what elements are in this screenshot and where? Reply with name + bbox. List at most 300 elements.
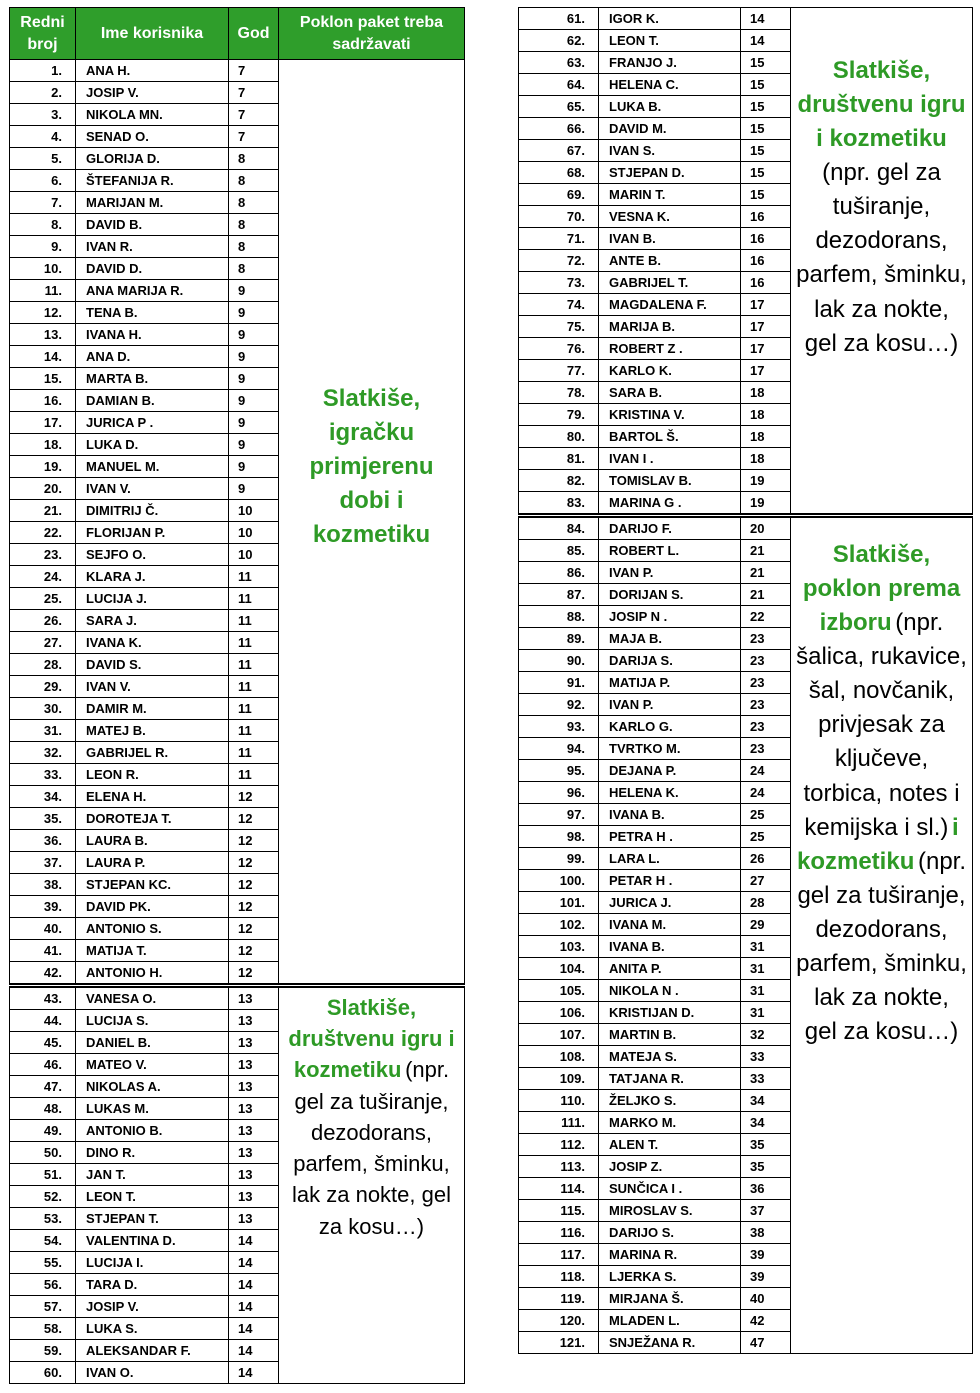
row-number: 79. [519,404,599,426]
row-age: 18 [741,448,791,470]
row-name: DINO R. [76,1142,229,1164]
row-name: ŠTEFANIJA R. [76,170,229,192]
row-age: 9 [229,368,279,390]
row-number: 103. [519,936,599,958]
row-name: MANUEL M. [76,456,229,478]
row-name: MATEO V. [76,1054,229,1076]
row-age: 11 [229,720,279,742]
row-number: 67. [519,140,599,162]
row-name: TOMISLAV B. [599,470,741,492]
row-name: NIKOLA MN. [76,104,229,126]
row-number: 37. [10,852,76,874]
row-name: VALENTINA D. [76,1230,229,1252]
row-name: LUCIJA I. [76,1252,229,1274]
row-age: 9 [229,302,279,324]
row-number: 112. [519,1134,599,1156]
row-name: MAGDALENA F. [599,294,741,316]
row-number: 26. [10,610,76,632]
row-number: 86. [519,562,599,584]
row-age: 11 [229,632,279,654]
row-name: GABRIJEL T. [599,272,741,294]
row-number: 24. [10,566,76,588]
row-name: IVAN R. [76,236,229,258]
row-number: 12. [10,302,76,324]
row-name: ANITA P. [599,958,741,980]
row-age: 23 [741,694,791,716]
row-number: 78. [519,382,599,404]
gift-example-text: (npr. gel za tuširanje, dezodorans, parfem, šminku, lak za nokte, gel za kosu…) [796,159,967,357]
row-name: JOSIP Z. [599,1156,741,1178]
row-name: LARA L. [599,848,741,870]
row-age: 15 [741,162,791,184]
row-age: 20 [741,516,791,540]
table-row [10,60,465,82]
row-age: 11 [229,566,279,588]
row-name: DEJANA P. [599,760,741,782]
row-number: 65. [519,96,599,118]
row-name: NIKOLA N . [599,980,741,1002]
row-name: STJEPAN KC. [76,874,229,896]
row-age: 11 [229,676,279,698]
row-number: 4. [10,126,76,148]
row-name: DAVID PK. [76,896,229,918]
row-age: 18 [741,382,791,404]
row-number: 51. [10,1164,76,1186]
row-name: DARIJA S. [599,650,741,672]
row-number: 75. [519,316,599,338]
row-age: 7 [229,104,279,126]
row-number: 69. [519,184,599,206]
row-number: 57. [10,1296,76,1318]
row-number: 53. [10,1208,76,1230]
row-name: NIKOLAS A. [76,1076,229,1098]
table-body-right [519,8,973,1354]
row-name: ALEN T. [599,1134,741,1156]
row-number: 10. [10,258,76,280]
row-number: 11. [10,280,76,302]
header-user-name: Ime korisnika [76,8,229,60]
row-name: ANA H. [76,60,229,82]
row-number: 121. [519,1332,599,1354]
row-age: 9 [229,280,279,302]
row-name: IVANA M. [599,914,741,936]
row-name: ROBERT L. [599,540,741,562]
row-age: 23 [741,672,791,694]
row-number: 74. [519,294,599,316]
row-number: 49. [10,1120,76,1142]
row-name: DAVID M. [599,118,741,140]
row-number: 3. [10,104,76,126]
gift-highlight-text: Slatkiše, društvenu igru i kozmetiku [288,995,455,1083]
row-name: FRANJO J. [599,52,741,74]
row-age: 11 [229,698,279,720]
row-name: TVRTKO M. [599,738,741,760]
row-name: JOSIP V. [76,82,229,104]
row-number: 91. [519,672,599,694]
row-name: HELENA C. [599,74,741,96]
row-name: PETRA H . [599,826,741,848]
gift-example-text: (npr. šalica, rukavice, šal, novčanik, privjesak za ključeve, torbica, notes i kemijska i sl.) [796,609,967,841]
row-age: 14 [229,1296,279,1318]
row-age: 13 [229,1208,279,1230]
row-number: 22. [10,522,76,544]
row-number: 23. [10,544,76,566]
row-age: 28 [741,892,791,914]
row-age: 31 [741,980,791,1002]
row-number: 13. [10,324,76,346]
row-age: 9 [229,434,279,456]
row-age: 17 [741,360,791,382]
row-number: 54. [10,1230,76,1252]
row-age: 10 [229,544,279,566]
row-age: 39 [741,1266,791,1288]
row-name: TATJANA R. [599,1068,741,1090]
row-age: 26 [741,848,791,870]
row-number: 9. [10,236,76,258]
row-number: 40. [10,918,76,940]
row-age: 15 [741,118,791,140]
row-name: VESNA K. [599,206,741,228]
row-age: 7 [229,126,279,148]
row-number: 48. [10,1098,76,1120]
row-age: 24 [741,760,791,782]
row-number: 15. [10,368,76,390]
row-number: 47. [10,1076,76,1098]
row-age: 14 [741,30,791,52]
row-number: 30. [10,698,76,720]
row-number: 56. [10,1274,76,1296]
row-number: 80. [519,426,599,448]
row-name: IVANA B. [599,936,741,958]
row-age: 14 [229,1362,279,1384]
row-name: DANIEL B. [76,1032,229,1054]
row-number: 16. [10,390,76,412]
row-age: 14 [741,8,791,30]
row-number: 94. [519,738,599,760]
row-number: 117. [519,1244,599,1266]
row-name: VANESA O. [76,986,229,1010]
row-age: 15 [741,96,791,118]
row-age: 21 [741,584,791,606]
row-age: 17 [741,294,791,316]
row-name: ANTONIO H. [76,962,229,986]
row-name: SARA J. [76,610,229,632]
row-number: 84. [519,516,599,540]
row-name: GABRIJEL R. [76,742,229,764]
row-name: LUCIJA S. [76,1010,229,1032]
row-name: MIRJANA Š. [599,1288,741,1310]
row-age: 17 [741,338,791,360]
row-number: 41. [10,940,76,962]
gift-table-right [518,7,973,1354]
row-name: DORIJAN S. [599,584,741,606]
row-name: DAMIR M. [76,698,229,720]
row-number: 87. [519,584,599,606]
row-age: 32 [741,1024,791,1046]
row-number: 52. [10,1186,76,1208]
row-age: 7 [229,82,279,104]
row-number: 31. [10,720,76,742]
row-age: 10 [229,522,279,544]
row-number: 110. [519,1090,599,1112]
row-age: 8 [229,192,279,214]
row-age: 25 [741,826,791,848]
row-number: 39. [10,896,76,918]
row-number: 89. [519,628,599,650]
row-name: MAJA B. [599,628,741,650]
row-age: 35 [741,1134,791,1156]
row-number: 55. [10,1252,76,1274]
row-name: MARIJA B. [599,316,741,338]
row-number: 96. [519,782,599,804]
row-age: 12 [229,962,279,986]
row-name: KARLO K. [599,360,741,382]
row-number: 36. [10,830,76,852]
row-number: 58. [10,1318,76,1340]
row-age: 31 [741,936,791,958]
row-age: 13 [229,986,279,1010]
row-number: 43. [10,986,76,1010]
row-age: 13 [229,1142,279,1164]
gift-highlight-text: Slatkiše, poklon prema izboru [802,541,961,637]
row-name: MATEJA S. [599,1046,741,1068]
row-number: 116. [519,1222,599,1244]
row-age: 12 [229,830,279,852]
row-age: 12 [229,918,279,940]
row-name: MIROSLAV S. [599,1200,741,1222]
row-number: 14. [10,346,76,368]
row-number: 33. [10,764,76,786]
row-age: 27 [741,870,791,892]
row-number: 76. [519,338,599,360]
row-number: 83. [519,492,599,516]
row-number: 25. [10,588,76,610]
row-age: 33 [741,1068,791,1090]
header-gift-contents: Poklon paket treba sadržavati [279,8,465,60]
gift-table-left [9,7,465,1384]
row-number: 73. [519,272,599,294]
row-age: 19 [741,492,791,516]
row-name: LUKA D. [76,434,229,456]
row-number: 71. [519,228,599,250]
row-number: 7. [10,192,76,214]
row-number: 27. [10,632,76,654]
row-number: 97. [519,804,599,826]
row-name: LUKA S. [76,1318,229,1340]
row-name: MARIN T. [599,184,741,206]
row-age: 13 [229,1032,279,1054]
row-name: LEON T. [76,1186,229,1208]
row-number: 92. [519,694,599,716]
row-number: 42. [10,962,76,986]
row-name: MATIJA T. [76,940,229,962]
row-number: 101. [519,892,599,914]
row-age: 23 [741,650,791,672]
row-name: LEON R. [76,764,229,786]
row-number: 29. [10,676,76,698]
row-number: 62. [519,30,599,52]
gift-description [791,516,973,1354]
row-age: 16 [741,206,791,228]
row-age: 13 [229,1076,279,1098]
row-number: 19. [10,456,76,478]
row-number: 81. [519,448,599,470]
row-age: 18 [741,426,791,448]
header-age: God [229,8,279,60]
row-number: 38. [10,874,76,896]
row-number: 95. [519,760,599,782]
row-age: 31 [741,1002,791,1024]
row-age: 34 [741,1090,791,1112]
row-number: 45. [10,1032,76,1054]
row-name: IVANA H. [76,324,229,346]
row-number: 108. [519,1046,599,1068]
row-number: 68. [519,162,599,184]
row-number: 46. [10,1054,76,1076]
row-name: KRISTINA V. [599,404,741,426]
row-name: ŽELJKO S. [599,1090,741,1112]
row-name: LJERKA S. [599,1266,741,1288]
row-number: 82. [519,470,599,492]
row-name: KLARA J. [76,566,229,588]
table-row [519,516,973,540]
row-age: 9 [229,324,279,346]
row-age: 8 [229,258,279,280]
row-age: 7 [229,60,279,82]
row-age: 15 [741,52,791,74]
row-age: 8 [229,170,279,192]
row-name: ANTONIO S. [76,918,229,940]
row-number: 17. [10,412,76,434]
row-number: 114. [519,1178,599,1200]
row-age: 10 [229,500,279,522]
row-age: 13 [229,1054,279,1076]
row-name: FLORIJAN P. [76,522,229,544]
row-number: 119. [519,1288,599,1310]
row-number: 115. [519,1200,599,1222]
row-number: 60. [10,1362,76,1384]
row-number: 72. [519,250,599,272]
row-number: 109. [519,1068,599,1090]
row-age: 11 [229,742,279,764]
row-number: 20. [10,478,76,500]
row-number: 104. [519,958,599,980]
row-name: IVAN P. [599,694,741,716]
row-name: LUKA B. [599,96,741,118]
row-number: 64. [519,74,599,96]
table-row [519,8,973,30]
row-age: 16 [741,228,791,250]
row-name: MARTA B. [76,368,229,390]
row-number: 111. [519,1112,599,1134]
row-name: JURICA J. [599,892,741,914]
row-age: 29 [741,914,791,936]
row-age: 12 [229,874,279,896]
row-name: DARIJO S. [599,1222,741,1244]
row-age: 11 [229,588,279,610]
row-age: 9 [229,478,279,500]
row-name: MATIJA P. [599,672,741,694]
row-number: 2. [10,82,76,104]
row-age: 14 [229,1274,279,1296]
row-number: 100. [519,870,599,892]
row-age: 14 [229,1318,279,1340]
row-age: 33 [741,1046,791,1068]
row-name: IVAN V. [76,478,229,500]
row-age: 35 [741,1156,791,1178]
gift-example-text: (npr. gel za tuširanje, dezodorans, parfem, šminku, lak za nokte, gel za kosu…) [292,1057,451,1239]
row-age: 15 [741,140,791,162]
row-name: LAURA B. [76,830,229,852]
row-name: ALEKSANDAR F. [76,1340,229,1362]
row-age: 12 [229,786,279,808]
row-number: 18. [10,434,76,456]
row-age: 15 [741,184,791,206]
row-name: IVANA B. [599,804,741,826]
row-name: ANA D. [76,346,229,368]
row-name: ANTONIO B. [76,1120,229,1142]
row-name: IVAN S. [599,140,741,162]
row-age: 19 [741,470,791,492]
row-age: 8 [229,236,279,258]
row-name: IGOR K. [599,8,741,30]
row-name: BARTOL Š. [599,426,741,448]
row-name: TENA B. [76,302,229,324]
row-name: JAN T. [76,1164,229,1186]
row-name: TARA D. [76,1274,229,1296]
row-age: 11 [229,610,279,632]
table-row [10,986,465,1010]
row-number: 107. [519,1024,599,1046]
row-age: 38 [741,1222,791,1244]
row-age: 11 [229,654,279,676]
row-name: PETAR H . [599,870,741,892]
row-age: 8 [229,214,279,236]
row-name: STJEPAN D. [599,162,741,184]
row-age: 42 [741,1310,791,1332]
row-name: LUCIJA J. [76,588,229,610]
row-name: MARTIN B. [599,1024,741,1046]
row-age: 24 [741,782,791,804]
row-age: 37 [741,1200,791,1222]
row-age: 34 [741,1112,791,1134]
row-name: IVAN V. [76,676,229,698]
row-number: 32. [10,742,76,764]
row-name: KARLO G. [599,716,741,738]
row-age: 11 [229,764,279,786]
row-number: 5. [10,148,76,170]
header-serial-number: Redni broj [10,8,76,60]
row-age: 12 [229,940,279,962]
row-name: LEON T. [599,30,741,52]
row-age: 13 [229,1010,279,1032]
row-name: MARIJAN M. [76,192,229,214]
table-body-left [10,60,465,1384]
row-age: 9 [229,390,279,412]
row-name: IVANA K. [76,632,229,654]
row-age: 13 [229,1164,279,1186]
row-age: 16 [741,250,791,272]
gift-highlight-text: Slatkiše, igračku primjerenu dobi i kozmetiku [309,385,434,549]
row-age: 9 [229,412,279,434]
row-name: DAVID B. [76,214,229,236]
row-number: 77. [519,360,599,382]
row-name: ROBERT Z . [599,338,741,360]
row-name: DAVID S. [76,654,229,676]
row-name: MARKO M. [599,1112,741,1134]
row-number: 113. [519,1156,599,1178]
row-name: LUKAS M. [76,1098,229,1120]
